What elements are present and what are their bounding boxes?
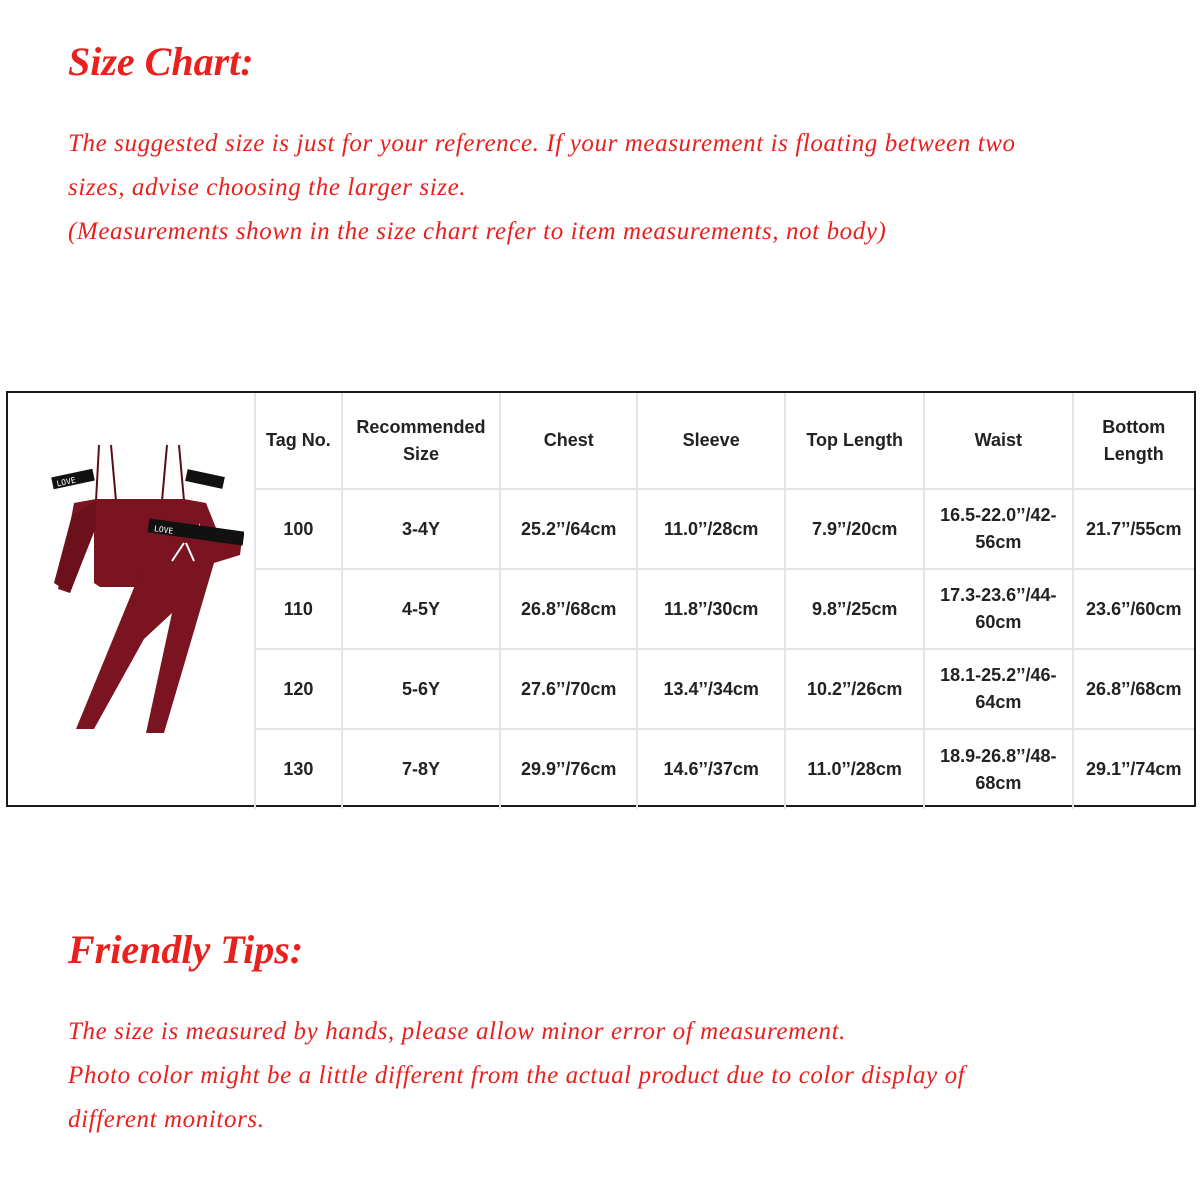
- cell-bottom-length: 29.1’’/74cm: [1073, 729, 1195, 809]
- note-line: sizes, advise choosing the larger size.: [68, 174, 467, 201]
- size-chart-panel: [6, 391, 1196, 807]
- cell-sleeve: 13.4’’/34cm: [637, 649, 785, 729]
- note-line: The suggested size is just for your reference. If your measurement is floating between two: [68, 130, 1016, 157]
- table-row: [255, 729, 1194, 809]
- tip-line: Photo color might be a little different from the actual product due to color display of: [68, 1062, 966, 1089]
- cell-bottom-length: 23.6’’/60cm: [1073, 569, 1195, 649]
- header-top-length: Top Length: [785, 393, 924, 489]
- cell-size: 7-8Y: [342, 729, 500, 809]
- tip-line: The size is measured by hands, please allow minor error of measurement.: [68, 1018, 846, 1045]
- cell-chest: 26.8’’/68cm: [500, 569, 637, 649]
- cell-top-length: 11.0’’/28cm: [785, 729, 924, 809]
- cell-tag-no: 110: [255, 569, 342, 649]
- cell-chest: 27.6’’/70cm: [500, 649, 637, 729]
- header-waist: Waist: [924, 393, 1072, 489]
- header-tag-no: Tag No.: [255, 393, 342, 489]
- table-header-row: [255, 393, 1194, 489]
- cell-top-length: 9.8’’/25cm: [785, 569, 924, 649]
- header-bottom-length: Bottom Length: [1073, 393, 1195, 489]
- cell-waist: 18.9-26.8’’/48-68cm: [924, 729, 1072, 809]
- size-table: [254, 393, 1194, 809]
- header-chest: Chest: [500, 393, 637, 489]
- cell-waist: 18.1-25.2’’/46-64cm: [924, 649, 1072, 729]
- cell-sleeve: 11.0’’/28cm: [637, 489, 785, 569]
- friendly-tips-text: [68, 1010, 1178, 1142]
- table-row: [255, 489, 1194, 569]
- cell-size: 4-5Y: [342, 569, 500, 649]
- header-sleeve: Sleeve: [637, 393, 785, 489]
- cell-bottom-length: 21.7’’/55cm: [1073, 489, 1195, 569]
- size-chart-title: Size Chart:: [68, 39, 254, 84]
- cell-top-length: 10.2’’/26cm: [785, 649, 924, 729]
- cell-size: 5-6Y: [342, 649, 500, 729]
- cell-chest: 29.9’’/76cm: [500, 729, 637, 809]
- cell-bottom-length: 26.8’’/68cm: [1073, 649, 1195, 729]
- cell-waist: 17.3-23.6’’/44-60cm: [924, 569, 1072, 649]
- table-row: [255, 649, 1194, 729]
- waistband-text: LOVE: [153, 524, 174, 536]
- size-chart-note: [68, 122, 1178, 254]
- band-text: LOVE: [55, 475, 77, 489]
- cell-size: 3-4Y: [342, 489, 500, 569]
- tip-line: different monitors.: [68, 1106, 265, 1133]
- table-row: [255, 569, 1194, 649]
- cell-sleeve: 14.6’’/37cm: [637, 729, 785, 809]
- cell-tag-no: 120: [255, 649, 342, 729]
- cell-tag-no: 100: [255, 489, 342, 569]
- product-photo: [44, 443, 244, 733]
- cell-top-length: 7.9’’/20cm: [785, 489, 924, 569]
- header-recommended-size: Recommended Size: [342, 393, 500, 489]
- cell-sleeve: 11.8’’/30cm: [637, 569, 785, 649]
- note-line: (Measurements shown in the size chart refer to item measurements, not body): [68, 218, 887, 245]
- cell-tag-no: 130: [255, 729, 342, 809]
- friendly-tips-title: Friendly Tips:: [68, 927, 304, 972]
- cell-waist: 16.5-22.0’’/42-56cm: [924, 489, 1072, 569]
- cell-chest: 25.2’’/64cm: [500, 489, 637, 569]
